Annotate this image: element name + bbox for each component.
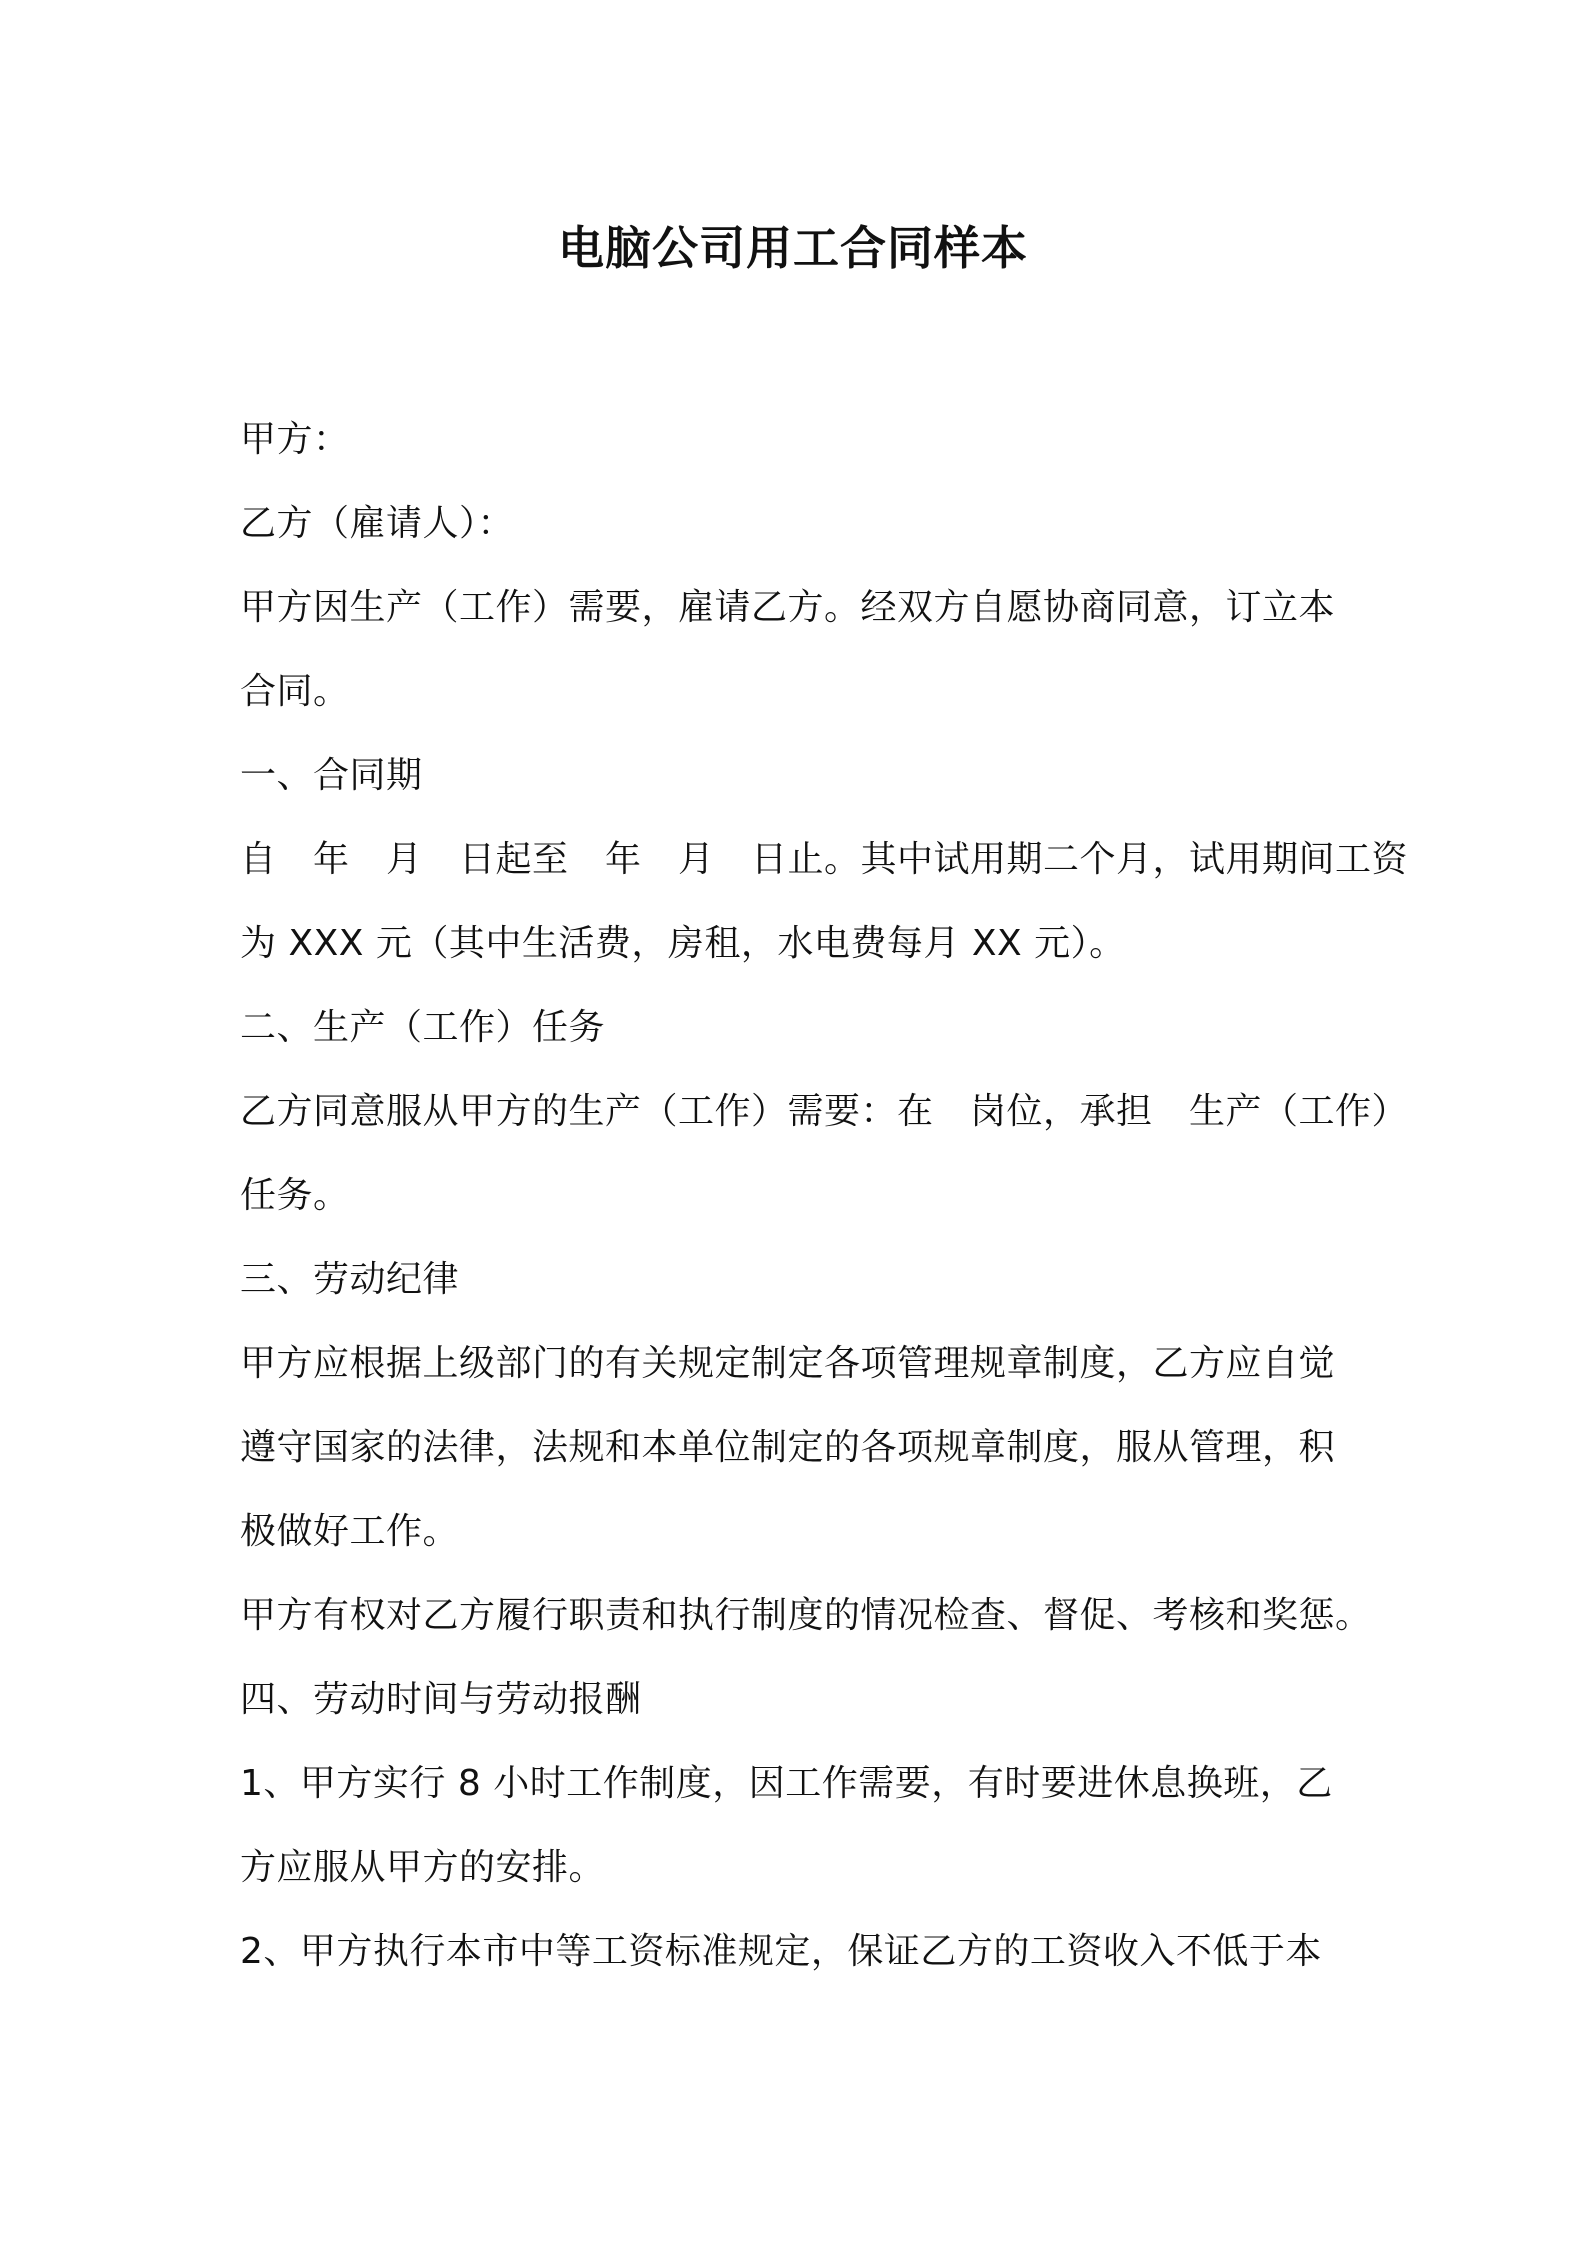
party-a-line: 甲方： bbox=[240, 419, 350, 460]
preamble-line-1: 甲方因生产（工作）需要，雇请乙方。经双方自愿协商同意，订立本 bbox=[240, 587, 1336, 628]
hours-pay-item-1-line-1: 1、甲方实行 8 小时工作制度，因工作需要，有时要进休息换班，乙 bbox=[240, 1763, 1333, 1804]
preamble-line-2: 合同。 bbox=[240, 671, 350, 712]
section-heading-hours-pay: 四、劳动时间与劳动报酬 bbox=[240, 1679, 642, 1720]
discipline-line-3: 极做好工作。 bbox=[240, 1511, 460, 1552]
hours-pay-item-1-line-2: 方应服从甲方的安排。 bbox=[240, 1847, 606, 1888]
party-b-line: 乙方（雇请人）： bbox=[240, 503, 515, 544]
hours-pay-item-2-line-1: 2、甲方执行本市中等工资标准规定，保证乙方的工资收入不低于本 bbox=[240, 1931, 1322, 1972]
work-task-line-2: 任务。 bbox=[240, 1175, 350, 1216]
discipline-line-1: 甲方应根据上级部门的有关规定制定各项管理规章制度，乙方应自觉 bbox=[240, 1343, 1336, 1384]
discipline-line-2: 遵守国家的法律，法规和本单位制定的各项规章制度，服从管理，积 bbox=[240, 1427, 1336, 1468]
contract-term-line-2: 为 XXX 元（其中生活费，房租，水电费每月 XX 元）。 bbox=[240, 923, 1126, 964]
document-body bbox=[240, 398, 1409, 1994]
work-task-line-1: 乙方同意服从甲方的生产（工作）需要：在 岗位，承担 生产（工作） bbox=[240, 1091, 1409, 1132]
document-title: 电脑公司用工合同样本 bbox=[558, 221, 1028, 275]
discipline-line-4: 甲方有权对乙方履行职责和执行制度的情况检查、督促、考核和奖惩。 bbox=[240, 1595, 1372, 1636]
section-heading-work-task: 二、生产（工作）任务 bbox=[240, 1007, 606, 1048]
contract-term-line-1: 自 年 月 日起至 年 月 日止。其中试用期二个月，试用期间工资 bbox=[240, 839, 1409, 880]
section-heading-contract-term: 一、合同期 bbox=[240, 755, 423, 796]
section-heading-discipline: 三、劳动纪律 bbox=[240, 1259, 460, 1300]
